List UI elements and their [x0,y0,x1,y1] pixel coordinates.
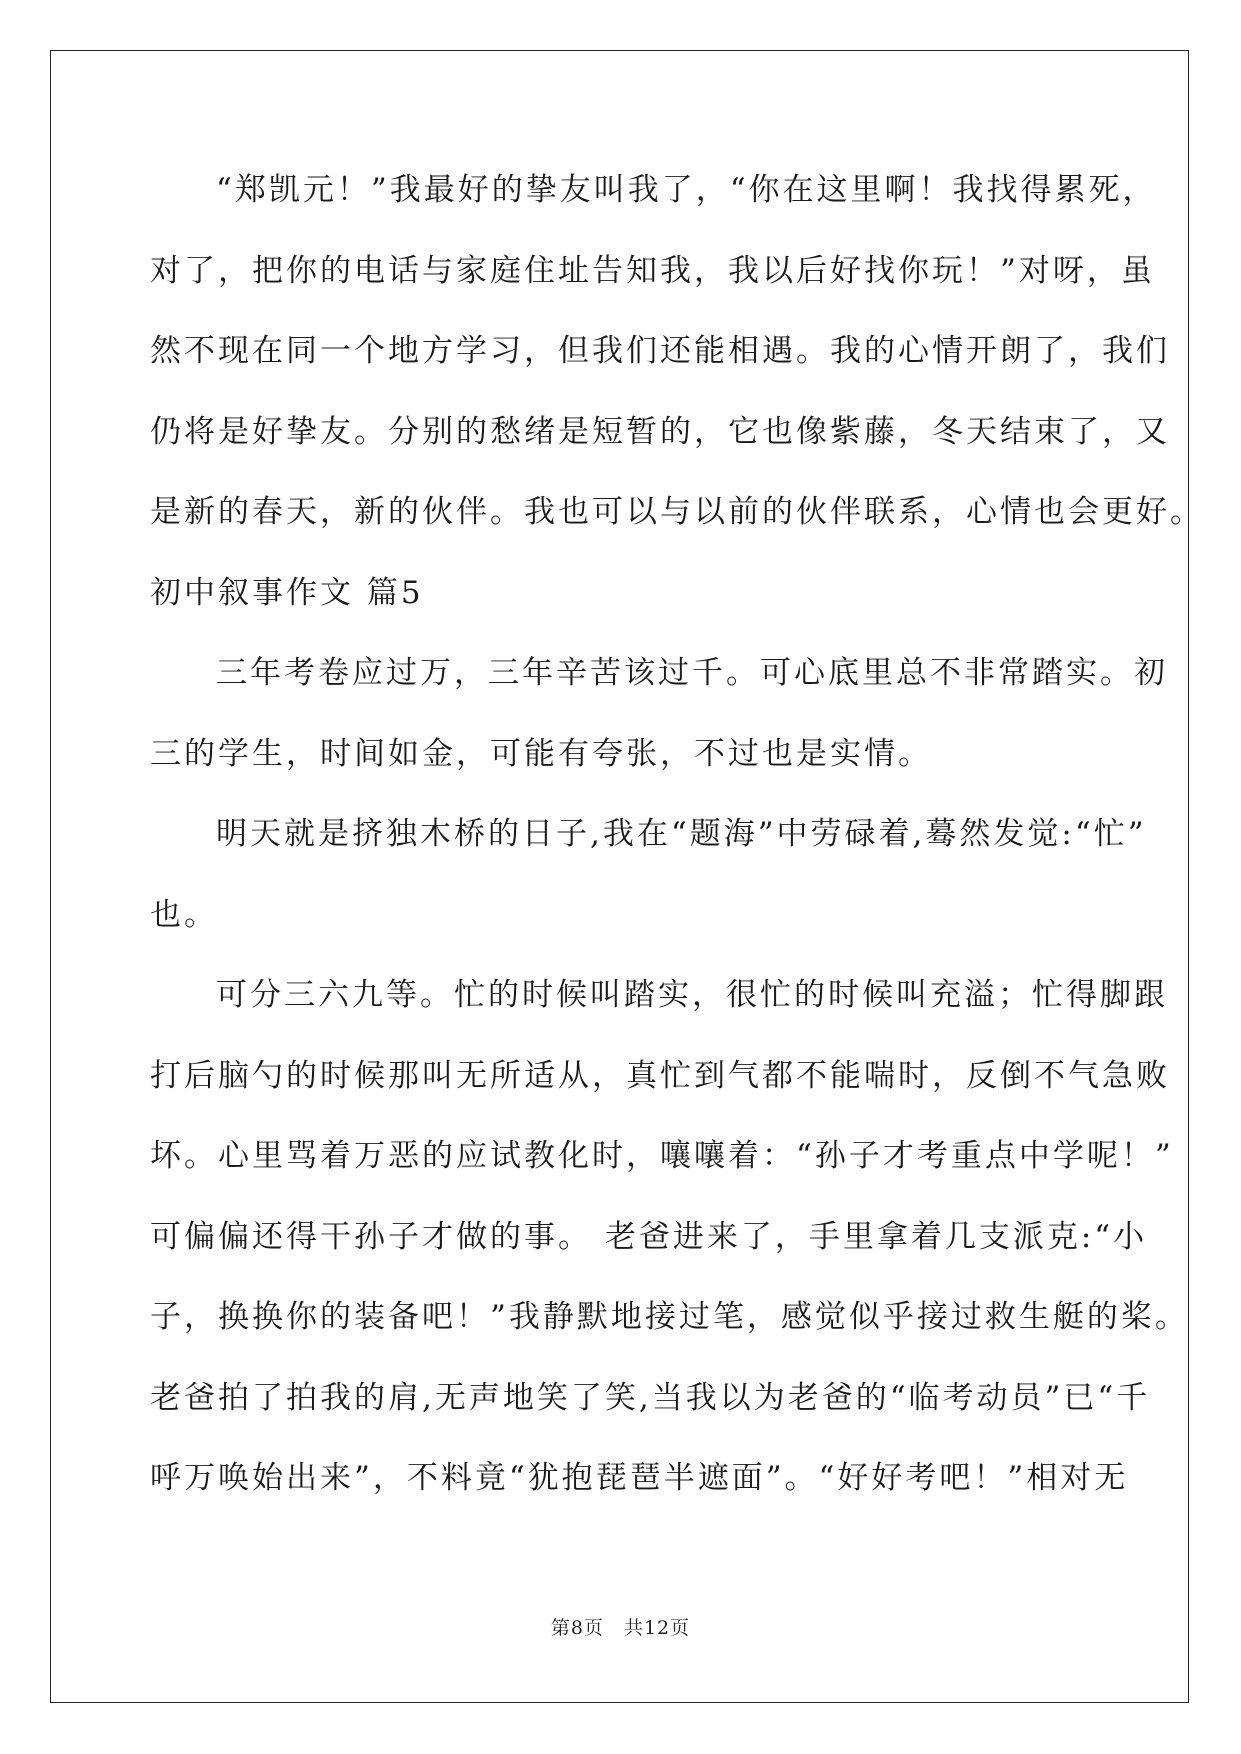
text-line: 呼万唤始出来”，不料竟“犹抱琵琶半遮面”。“好好考吧！”相对无 [150,1460,1129,1496]
text-line: 打后脑勺的时候那叫无所适从，真忙到气都不能喘时，反倒不气急败 [150,1057,1170,1094]
text-line: 是新的春天，新的伙伴。我也可以与以前的伙伴联系，心情也会更好。 [150,494,1204,530]
text-line: 明天就是挤独木桥的日子,我在“题海”中劳碌着,蓦然发觉:“忙” [216,816,1147,852]
text-line: 仍将是好挚友。分别的愁绪是短暂的，它也像紫藤，冬天结束了，又 [150,413,1170,450]
document-body [150,165,1204,1534]
text-line: 子，换换你的装备吧！”我静默地接过笔，感觉似乎接过救生艇的桨。 [150,1299,1189,1335]
text-line: “郑凯元！”我最好的挚友叫我了，“你在这里啊！我找得累死， [216,172,1157,208]
text-line: 老爸拍了拍我的肩,无声地笑了笑,当我以为老爸的“临考动员”已“千 [150,1379,1151,1416]
page-number-footer: 第8页 共12页 [550,1617,691,1639]
text-line: 然不现在同一个地方学习，但我们还能相遇。我的心情开朗了，我们 [150,333,1170,369]
text-line: 可分三六九等。忙的时候叫踏实，很忙的时候叫充溢；忙得脚跟 [216,977,1168,1013]
text-line: 坏。心里骂着万恶的应试教化时，嚷嚷着：“孙子才考重点中学呢！” [150,1138,1174,1174]
text-line: 三年考卷应过万，三年辛苦该过千。可心底里总不非常踏实。初 [216,655,1168,691]
text-line: 也。 [150,896,218,933]
section-heading: 初中叙事作文 篇5 [150,574,424,611]
text-line: 三的学生，时间如金，可能有夸张，不过也是实情。 [150,735,932,772]
text-line: 对了，把你的电话与家庭住址告知我，我以后好找你玩！”对呀，虽 [150,252,1155,289]
text-line: 可偏偏还得干孙子才做的事。 老爸进来了，手里拿着几支派克:“小 [150,1218,1148,1255]
